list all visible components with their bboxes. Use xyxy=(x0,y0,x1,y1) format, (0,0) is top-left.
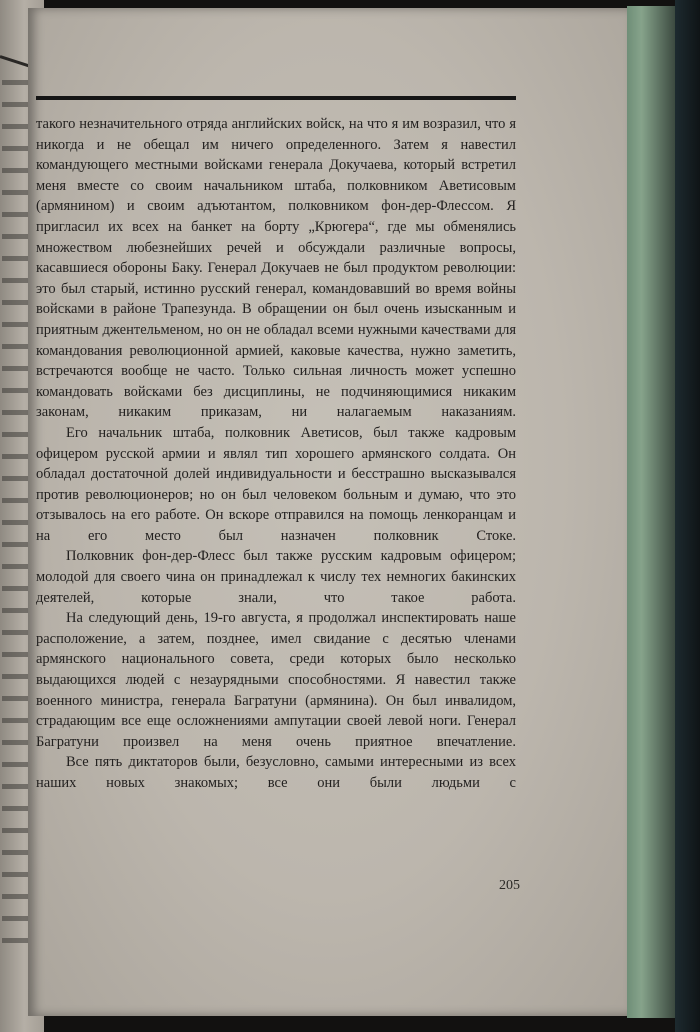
paragraph: Его начальник штаба, полковник Аветисов, был также кадровым офицером русской армии и являл тип хорошего армянского солдата. Он обладал достаточной долей индивидуальности и бесстрашно высказывался против революционеров; но он был человеком больным и думаю, что это отзывалось на его работе. Он вскоре отправился на помощь ленкоранцам и на его место был назначен полковник Стоке. xyxy=(36,424,516,544)
paragraph: такого незначительного отряда английских войск, на что я им возразил, что я никогда и не обещал им ничего определенного. Затем я навестил командующего местными войсками генерала Докучаева, который встретил меня вместе со своим начальником штаба, полковником Аветисовым (армянином) и своим адъютантом, полковником фон-дер-Флессом. Я пригласил их всех на банкет на борту „Крюгера“, где мы обменялись множеством любезнейших речей и обсуждали различные вопросы, касавшиеся обороны Баку. Генерал Докучаев не был продуктом революции: это был старый, истинно русский генерал, командовавший во время войны войсками в районе Трапезунда. В обращении он был очень изысканным и приятным джентельменом, но он не обладал всеми нужными качествами для командования революционной армией, каковые качества, нужно заметить, встречаются вообще не часто. Только сильная личность может успешно командовать войсками без дисциплины, не подчиняющимися никаким законам, никаким приказам, ни налагаемым наказаниям. xyxy=(36,116,516,421)
page-body-text xyxy=(36,114,516,874)
paragraph: Все пять диктаторов были, безусловно, самыми интересными из всех наших новых знакомых; все они были людьми с xyxy=(36,754,516,791)
paragraph: Полковник фон-дер-Флесс был также русским кадровым офицером; молодой для своего чина он принадлежал к числу тех немногих бакинских деятелей, которые знали, что такое работа. xyxy=(36,548,516,606)
page-number: 205 xyxy=(499,878,520,893)
book-cover-edge xyxy=(675,0,700,1032)
paragraph: На следующий день, 19-го августа, я продолжал инспектировать наше расположение, а затем, позднее, имел свидание с десятью членами армянского национального совета, среди которых было несколько выдающихся людей с незаурядными способностями. Я навестил также военного министра, генерала Багратуни (армянина). Он был инвалидом, страдающим все еще осложнениями ампутации своей левой ноги. Генерал Багратуни произвел на меня очень приятное впечатление. xyxy=(36,610,516,750)
page-block-edge xyxy=(627,6,675,1018)
header-rule xyxy=(36,96,516,100)
